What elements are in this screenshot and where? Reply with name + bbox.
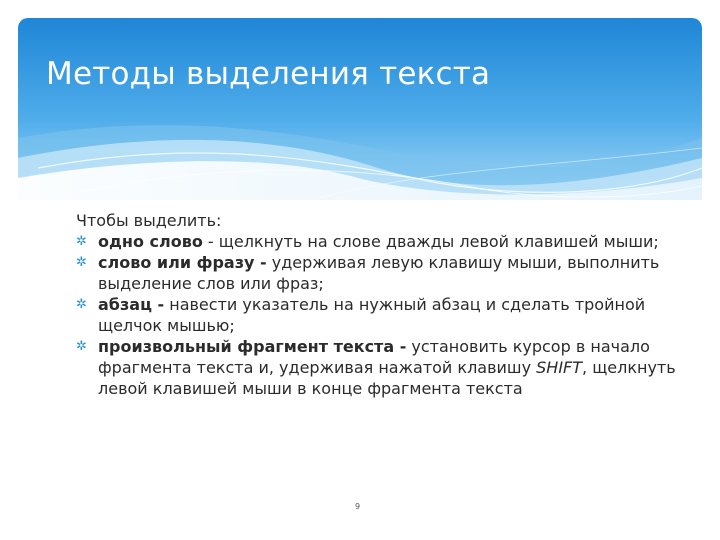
key-name: SHIFT bbox=[536, 358, 583, 377]
item-text: - щелкнуть на слове дважды левой клавишей мыши; bbox=[202, 232, 659, 251]
slide-body bbox=[76, 210, 676, 399]
asterisk-icon: ✲ bbox=[76, 339, 87, 354]
bullet-list bbox=[76, 231, 676, 399]
item-text: удерживая левую клавишу мыши, выполнить выделение слов или фраз; bbox=[98, 253, 660, 293]
item-text: установить курсор в начало фрагмента текста и, удерживая нажатой клавишу bbox=[98, 337, 650, 377]
item-text-after: , щелкнуть левой клавишей мыши в конце фрагмента текста bbox=[98, 358, 676, 398]
asterisk-icon: ✲ bbox=[76, 234, 87, 249]
asterisk-icon: ✲ bbox=[76, 255, 87, 270]
item-term: одно слово bbox=[98, 232, 203, 251]
page-number: 9 bbox=[355, 502, 361, 511]
item-term: произвольный фрагмент текста - bbox=[98, 337, 407, 356]
intro-text: Чтобы выделить: bbox=[76, 211, 222, 230]
slide-title: Методы выделения текста bbox=[46, 56, 491, 92]
wave-background bbox=[18, 18, 702, 200]
asterisk-icon: ✲ bbox=[76, 297, 87, 312]
title-banner bbox=[18, 18, 702, 200]
list-item bbox=[76, 231, 676, 252]
item-text: навести указатель на нужный абзац и сделать тройной щелчок мышью; bbox=[98, 295, 646, 335]
item-term: слово или фразу - bbox=[98, 253, 267, 272]
list-item bbox=[76, 252, 676, 294]
list-item bbox=[76, 294, 676, 336]
list-item bbox=[76, 336, 676, 399]
item-term: абзац - bbox=[98, 295, 165, 314]
